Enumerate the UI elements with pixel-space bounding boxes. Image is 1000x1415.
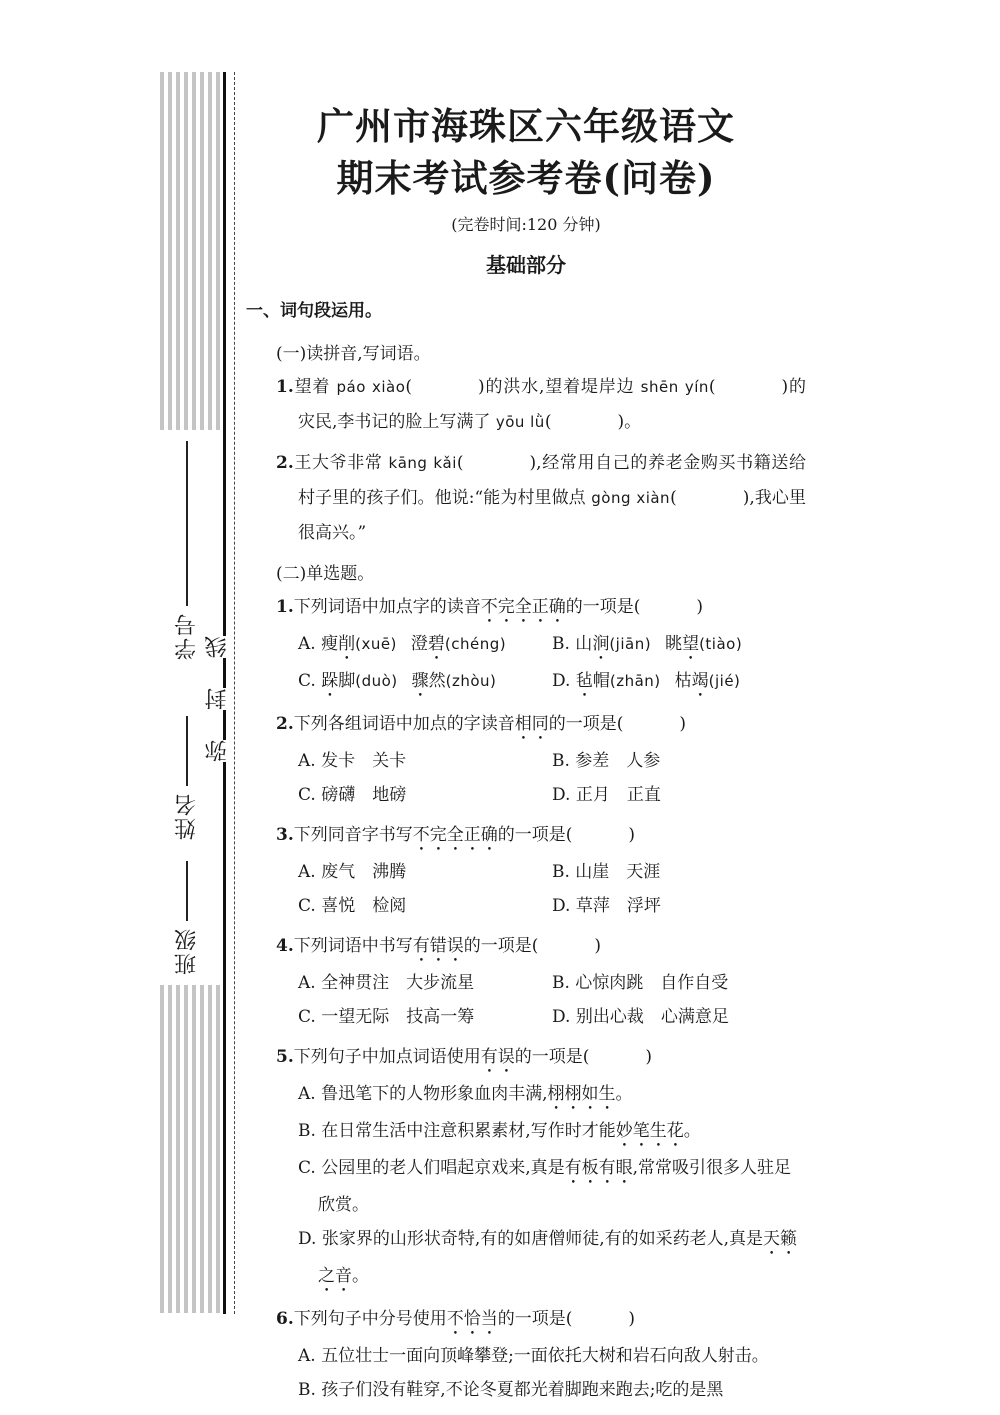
option-b[interactable]: B. 参差 人参 xyxy=(552,751,661,771)
option-a[interactable]: A. 五位壮士一面向顶峰攀登;一面依托大树和岩石向敌人射击。 xyxy=(298,1346,769,1366)
option-c[interactable]: C. 磅礴 地磅 xyxy=(298,785,407,805)
pinyin: gòng xiàn xyxy=(591,489,671,507)
option-b[interactable]: B. 孩子们没有鞋穿,不论冬夏都光着脚跑来跑去;吃的是黑 xyxy=(298,1380,724,1400)
student-id-field[interactable] xyxy=(170,410,204,660)
options-row xyxy=(298,966,806,1000)
option-b[interactable]: B. 在日常生活中注意积累素材,写作时才能妙笔生花。 xyxy=(298,1121,701,1141)
choice-question-5: 5.下列句子中加点词语使用有误的一项是( ) xyxy=(276,1047,653,1067)
pinyin-question-1: 1.望着 páo xiào( )的洪水,望着堤岸边 shēn yín( )的灾民,李书记的脸上写满了 yōu lǜ( )。 xyxy=(276,377,806,432)
cut-dashed-line xyxy=(234,72,235,1314)
option-b[interactable]: B. 山涧(jiān) 眺望(tiào) xyxy=(552,634,743,654)
options-row xyxy=(298,744,806,778)
option-d[interactable]: D. 别出心裁 心满意足 xyxy=(552,1007,729,1027)
exam-content xyxy=(246,100,806,1407)
option-c[interactable]: C. 跺脚(duò) 骤然(zhòu) xyxy=(298,671,497,691)
pinyin: yōu lǜ xyxy=(495,413,545,431)
option-a[interactable]: A. 发卡 关卡 xyxy=(298,751,407,771)
seal-char-xian: 线 xyxy=(203,636,233,658)
pinyin: páo xiào xyxy=(336,378,406,396)
student-id-label: 学号 xyxy=(174,612,200,660)
name-label: 姓名 xyxy=(174,792,200,840)
option-a[interactable]: A. 瘦削(xuē) 澄碧(chéng) xyxy=(298,634,507,654)
name-field[interactable] xyxy=(170,690,204,840)
class-field[interactable] xyxy=(170,845,204,975)
options-row xyxy=(298,778,806,812)
section-1-heading: 一、词句段运用。 xyxy=(246,301,382,321)
options-row xyxy=(298,855,806,889)
exam-time: (完卷时间:120 分钟) xyxy=(451,215,601,234)
part-1-heading: (一)读拼音,写词语。 xyxy=(276,344,431,364)
binding-stripes-bottom xyxy=(160,985,222,1313)
class-label: 班级 xyxy=(174,927,200,975)
option-d[interactable]: D. 张家界的山形状奇特,有的如唐僧师徒,有的如采药老人,真是天籁之音。 xyxy=(298,1229,798,1286)
pinyin: kāng kǎi xyxy=(388,454,457,472)
title-line-2: 期末考试参考卷(问卷) xyxy=(336,156,716,200)
options-row xyxy=(298,1000,806,1034)
option-d[interactable]: D. 草萍 浮坪 xyxy=(552,896,661,916)
pinyin-question-2: 2.王大爷非常 kāng kǎi( ),经常用自己的养老金购买书籍送给村子里的孩子们。他说:“能为村里做点 gòng xiàn( ),我心里很高兴。” xyxy=(276,453,806,543)
question-number: 1. xyxy=(276,377,294,397)
title-line-1: 广州市海珠区六年级语文 xyxy=(317,104,735,148)
option-a[interactable]: A. 鲁迅笔下的人物形象血肉丰满,栩栩如生。 xyxy=(298,1084,633,1104)
option-a[interactable]: A. 废气 沸腾 xyxy=(298,862,407,882)
choice-question-1: 1.下列词语中加点字的读音不完全正确的一项是( ) xyxy=(276,597,704,617)
options-row xyxy=(298,889,806,923)
option-c[interactable]: C. 喜悦 检阅 xyxy=(298,896,407,916)
student-id-blank-line xyxy=(186,441,188,606)
option-a[interactable]: A. 全神贯注 大步流星 xyxy=(298,973,475,993)
choice-question-2: 2.下列各组词语中加点的字读音相同的一项是( ) xyxy=(276,714,687,734)
pinyin: shēn yín xyxy=(640,378,709,396)
choice-question-3: 3.下列同音字书写不完全正确的一项是( ) xyxy=(276,825,636,845)
option-d[interactable]: D. 正月 正直 xyxy=(552,785,661,805)
choice-question-6: 6.下列句子中分号使用不恰当的一项是( ) xyxy=(276,1309,636,1329)
option-c[interactable]: C. 公园里的老人们唱起京戏来,真是有板有眼,常常吸引很多人驻足欣赏。 xyxy=(298,1158,792,1215)
name-blank-line xyxy=(186,716,188,786)
class-blank-line xyxy=(186,861,188,921)
option-b[interactable]: B. 心惊肉跳 自作自受 xyxy=(552,973,729,993)
options-row xyxy=(298,627,806,664)
seal-char-mi: 弥 xyxy=(203,740,233,762)
section-subtitle: 基础部分 xyxy=(486,253,566,277)
option-d[interactable]: D. 毡帽(zhān) 枯竭(jié) xyxy=(552,671,741,691)
options-row xyxy=(298,664,806,701)
seal-char-feng: 封 xyxy=(203,688,233,710)
binding-stripes-top xyxy=(160,72,222,430)
part-2-heading: (二)单选题。 xyxy=(276,564,375,584)
page-title xyxy=(246,100,806,204)
option-c[interactable]: C. 一望无际 技高一筹 xyxy=(298,1007,475,1027)
choice-question-4: 4.下列词语中书写有错误的一项是( ) xyxy=(276,936,602,956)
question-number: 2. xyxy=(276,453,294,473)
option-b[interactable]: B. 山崖 天涯 xyxy=(552,862,661,882)
